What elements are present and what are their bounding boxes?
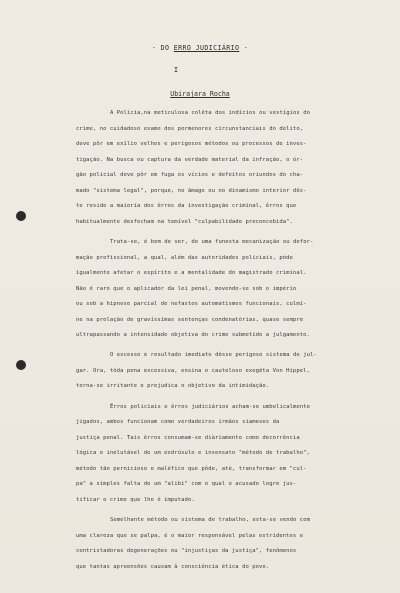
paragraph [76, 106, 376, 230]
text-line: mação profissional, a qual, além das autoridades policiais, póde [76, 254, 293, 261]
chapter-number: I [173, 66, 179, 74]
punch-hole [16, 211, 26, 221]
body-text [76, 106, 376, 580]
paragraph [76, 400, 376, 509]
text-line: justiça penal. Tais êrros consumam-se diàriamente como decorrência [76, 434, 300, 441]
title-prefix: - DO [151, 44, 174, 52]
document-title [0, 44, 400, 52]
text-line: ou sob a hipnose parcial de nefastos automatismos funcionais, culmi- [76, 301, 307, 308]
paragraph [76, 513, 376, 575]
text-line: pa" a simples falta de um "alibi" com o qual o acusado logre jus- [76, 481, 297, 488]
text-line: crime, no cuidadoso exame dos pormenores circunstanciais do delito, [76, 125, 304, 132]
text-line: ultrapassando a intensidade objetiva do crime submetido a julgamento. [76, 332, 310, 339]
author-line [0, 90, 400, 98]
text-line: uma clareza que se palpa, é o maior responsável pelas estridentes e [76, 532, 304, 539]
text-line: igualmente afetar o espírito e a mentalidade do magistrado criminal. [76, 270, 307, 277]
text-line: Não é raro que o aplicador da lei penal, movendo-se sob o império [76, 285, 297, 292]
text-line: gar. Ora, tôda pena excessiva, ensina o cauteloso exegêta Von Hippel, [76, 367, 310, 374]
text-line: Semelhante método ou sistema de trabalho, esta-se vendo com [110, 517, 310, 524]
text-line: contristadoras degenerações ou "injustiças da justiça", fenômenos [76, 548, 297, 555]
text-line: método tão pernicioso e maléfico que pôde, até, transformar em "cul- [76, 465, 307, 472]
text-line: lógica e inelutável de um exdrúxulo e insensato "método de trabalho", [76, 450, 310, 457]
text-line: que tantas apreensões causam à consciência ética do povo. [76, 563, 270, 570]
text-line: ne na prolação de gravíssimas sentenças condenatórias, quase sempre [76, 316, 304, 323]
text-line: tigação. Na busca ou captura da verdade material da infração, o ór- [76, 156, 304, 163]
text-line: mado "sistema legal", porque, no âmago ou no dinamismo interior dês- [76, 187, 307, 194]
text-line: O excesso é resultado imediato dêsse perigoso sistema de jul- [110, 352, 317, 359]
text-line: Êrros policiais e êrros judiciários acham-se umbelicalmente [110, 403, 310, 410]
paragraph [76, 348, 376, 395]
text-line: habitualmente desfecham na temível "culpabilidade preconcebida". [76, 218, 293, 225]
title-suffix: - [239, 44, 249, 52]
text-line: Trata-se, é bem de ver, de uma funesta mecanização ou defor- [110, 238, 314, 245]
text-line: A Polícia,na meticulosa colêta dos indícios ou vestígios do [110, 110, 310, 116]
text-line: te reside a maioria dos êrros da investigação criminal, êrros que [76, 203, 297, 210]
author-name: Ubirajara Rocha [170, 90, 230, 98]
text-line: tificar o crime que lhe é imputado. [76, 496, 195, 503]
title-underlined: ERRO JUDICIÁRIO [173, 44, 240, 52]
text-line: deve pôr em exílio velhos e perigosos métodos ou processos de inves- [76, 141, 307, 148]
text-line: gão policial deve pôr em fuga os vícios e defeitos oriundos do cha- [76, 172, 304, 179]
text-line: jigados, ambos funcionam como verdadeiros irmãos siameses da [76, 419, 280, 426]
punch-hole [16, 360, 26, 370]
text-line: torna-se irritante e prejudica o objetivo da intimidação. [76, 383, 270, 390]
paragraph [76, 235, 376, 344]
